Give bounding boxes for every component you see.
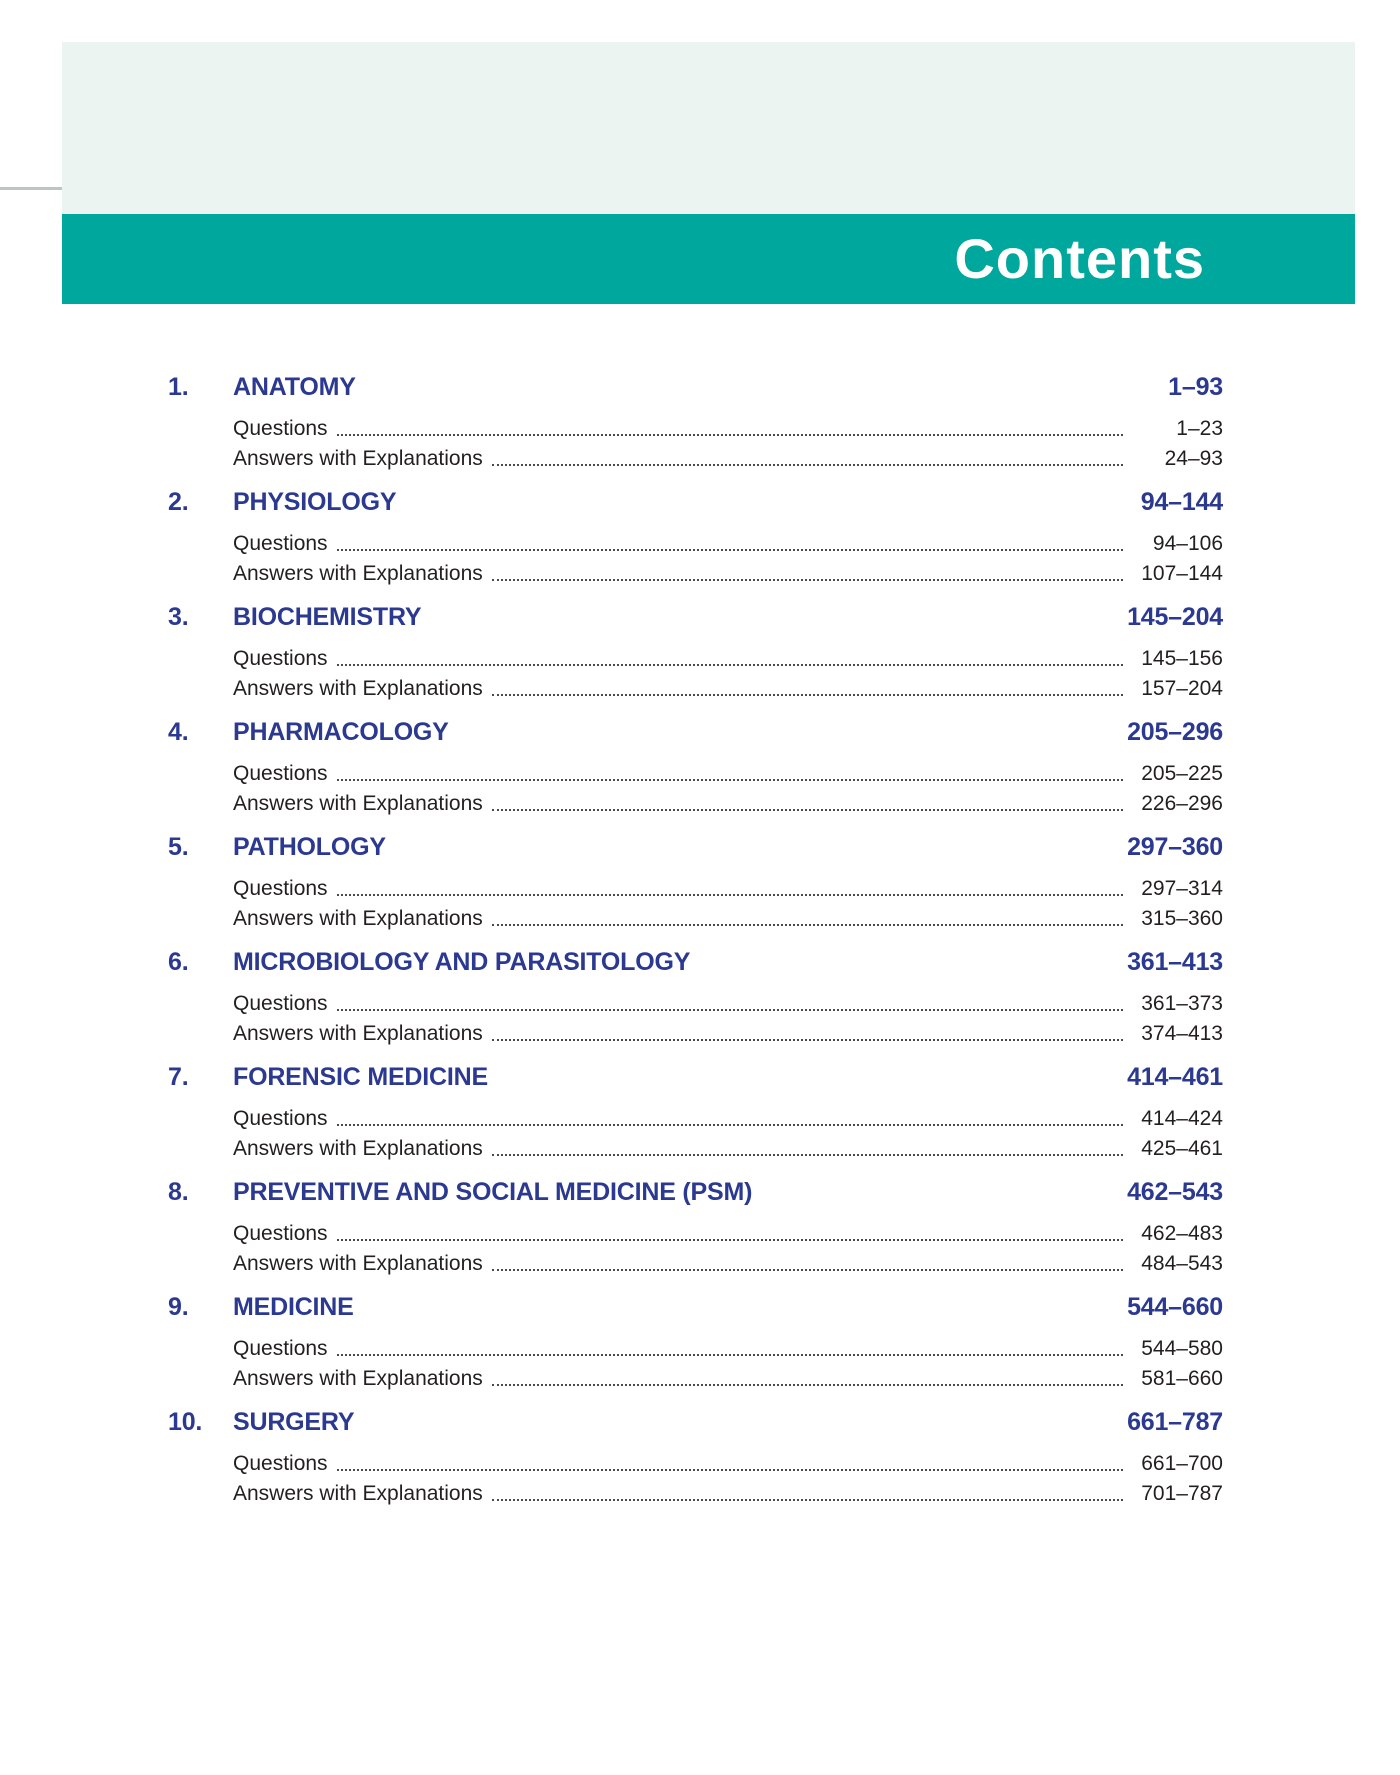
dot-leader [337,549,1123,551]
answers-row [168,444,1223,474]
answers-label: Answers with Explanations [233,792,483,815]
questions-row [168,989,1223,1019]
answers-row [168,1134,1223,1164]
chapter-number: 6. [168,947,189,976]
answers-label: Answers with Explanations [233,447,483,470]
questions-label: Questions [233,647,328,670]
questions-label: Questions [233,417,328,440]
answers-row [168,559,1223,589]
toc-chapter [168,600,1223,704]
dot-leader [337,1239,1123,1241]
dot-leader [492,464,1123,466]
questions-label: Questions [233,1337,328,1360]
answers-page-range: 315–360 [1141,907,1223,930]
answers-label: Answers with Explanations [233,1252,483,1275]
dot-leader [492,579,1123,581]
chapter-number: 3. [168,602,189,631]
chapter-page-range: 361–413 [1127,947,1223,976]
chapter-number: 4. [168,717,189,746]
dot-leader [337,779,1123,781]
answers-label: Answers with Explanations [233,1022,483,1045]
answers-label: Answers with Explanations [233,677,483,700]
page-edge-line [0,187,63,190]
dot-leader [337,894,1123,896]
chapter-page-range: 205–296 [1127,717,1223,746]
answers-page-range: 374–413 [1141,1022,1223,1045]
chapter-title: PHARMACOLOGY [233,717,449,746]
chapter-title: SURGERY [233,1407,355,1436]
chapter-page-range: 1–93 [1168,372,1223,401]
chapter-number: 10. [168,1407,203,1436]
chapter-number: 8. [168,1177,189,1206]
chapter-title-row [168,945,1223,979]
questions-row [168,874,1223,904]
answers-label: Answers with Explanations [233,562,483,585]
answers-label: Answers with Explanations [233,1137,483,1160]
questions-label: Questions [233,1222,328,1245]
questions-page-range: 361–373 [1141,992,1223,1015]
questions-row [168,644,1223,674]
answers-label: Answers with Explanations [233,1482,483,1505]
dot-leader [492,1039,1123,1041]
dot-leader [492,1499,1123,1501]
chapter-title-row [168,1175,1223,1209]
questions-label: Questions [233,1452,328,1475]
chapter-title-row [168,1060,1223,1094]
questions-page-range: 414–424 [1141,1107,1223,1130]
questions-page-range: 462–483 [1141,1222,1223,1245]
chapter-title: BIOCHEMISTRY [233,602,422,631]
toc-chapter [168,1175,1223,1279]
questions-row [168,1219,1223,1249]
dot-leader [337,1009,1123,1011]
dot-leader [337,1469,1123,1471]
chapter-title-row [168,600,1223,634]
answers-page-range: 425–461 [1141,1137,1223,1160]
questions-page-range: 661–700 [1141,1452,1223,1475]
dot-leader [492,1384,1123,1386]
page-title: Contents [954,227,1205,290]
questions-page-range: 544–580 [1141,1337,1223,1360]
chapter-page-range: 297–360 [1127,832,1223,861]
answers-page-range: 24–93 [1164,447,1223,470]
answers-page-range: 226–296 [1141,792,1223,815]
answers-page-range: 107–144 [1141,562,1223,585]
chapter-title-row [168,485,1223,519]
questions-row [168,759,1223,789]
toc-chapter [168,1290,1223,1394]
questions-label: Questions [233,762,328,785]
answers-page-range: 484–543 [1141,1252,1223,1275]
chapter-page-range: 462–543 [1127,1177,1223,1206]
questions-row [168,1449,1223,1479]
answers-row [168,1019,1223,1049]
questions-label: Questions [233,992,328,1015]
chapter-page-range: 544–660 [1127,1292,1223,1321]
questions-page-range: 94–106 [1152,532,1223,555]
answers-row [168,1479,1223,1509]
dot-leader [492,1154,1123,1156]
chapter-title-row [168,715,1223,749]
chapter-number: 2. [168,487,189,516]
questions-page-range: 205–225 [1141,762,1223,785]
questions-row [168,529,1223,559]
chapter-title: MEDICINE [233,1292,354,1321]
toc-chapter [168,370,1223,474]
chapter-page-range: 94–144 [1140,487,1223,516]
questions-row [168,414,1223,444]
answers-row [168,1364,1223,1394]
questions-page-range: 297–314 [1141,877,1223,900]
chapter-title-row [168,1290,1223,1324]
dot-leader [337,434,1123,436]
chapter-number: 7. [168,1062,189,1091]
dot-leader [492,1269,1123,1271]
dot-leader [337,1124,1123,1126]
chapter-page-range: 414–461 [1127,1062,1223,1091]
answers-page-range: 157–204 [1141,677,1223,700]
chapter-title-row [168,830,1223,864]
questions-row [168,1104,1223,1134]
chapter-title: PHYSIOLOGY [233,487,397,516]
dot-leader [337,664,1123,666]
chapter-title-row [168,370,1223,404]
chapter-number: 9. [168,1292,189,1321]
chapter-title: PATHOLOGY [233,832,386,861]
answers-row [168,1249,1223,1279]
chapter-title: FORENSIC MEDICINE [233,1062,488,1091]
answers-row [168,674,1223,704]
chapter-number: 5. [168,832,189,861]
questions-label: Questions [233,877,328,900]
chapter-page-range: 661–787 [1127,1407,1223,1436]
contents-title-bar [62,214,1355,304]
toc-chapter [168,830,1223,934]
toc-chapter [168,485,1223,589]
dot-leader [492,694,1123,696]
table-of-contents [168,370,1223,1520]
dot-leader [492,809,1123,811]
header-panel [62,42,1355,214]
answers-page-range: 581–660 [1141,1367,1223,1390]
answers-label: Answers with Explanations [233,907,483,930]
toc-chapter [168,1060,1223,1164]
chapter-title-row [168,1405,1223,1439]
dot-leader [492,924,1123,926]
answers-label: Answers with Explanations [233,1367,483,1390]
toc-chapter [168,715,1223,819]
questions-row [168,1334,1223,1364]
chapter-title: ANATOMY [233,372,356,401]
answers-page-range: 701–787 [1141,1482,1223,1505]
questions-page-range: 1–23 [1176,417,1223,440]
chapter-title: PREVENTIVE AND SOCIAL MEDICINE (PSM) [233,1177,753,1206]
answers-row [168,904,1223,934]
dot-leader [337,1354,1123,1356]
toc-chapter [168,1405,1223,1509]
questions-label: Questions [233,532,328,555]
chapter-page-range: 145–204 [1127,602,1223,631]
questions-label: Questions [233,1107,328,1130]
questions-page-range: 145–156 [1141,647,1223,670]
chapter-number: 1. [168,372,189,401]
answers-row [168,789,1223,819]
chapter-title: MICROBIOLOGY AND PARASITOLOGY [233,947,691,976]
toc-chapter [168,945,1223,1049]
